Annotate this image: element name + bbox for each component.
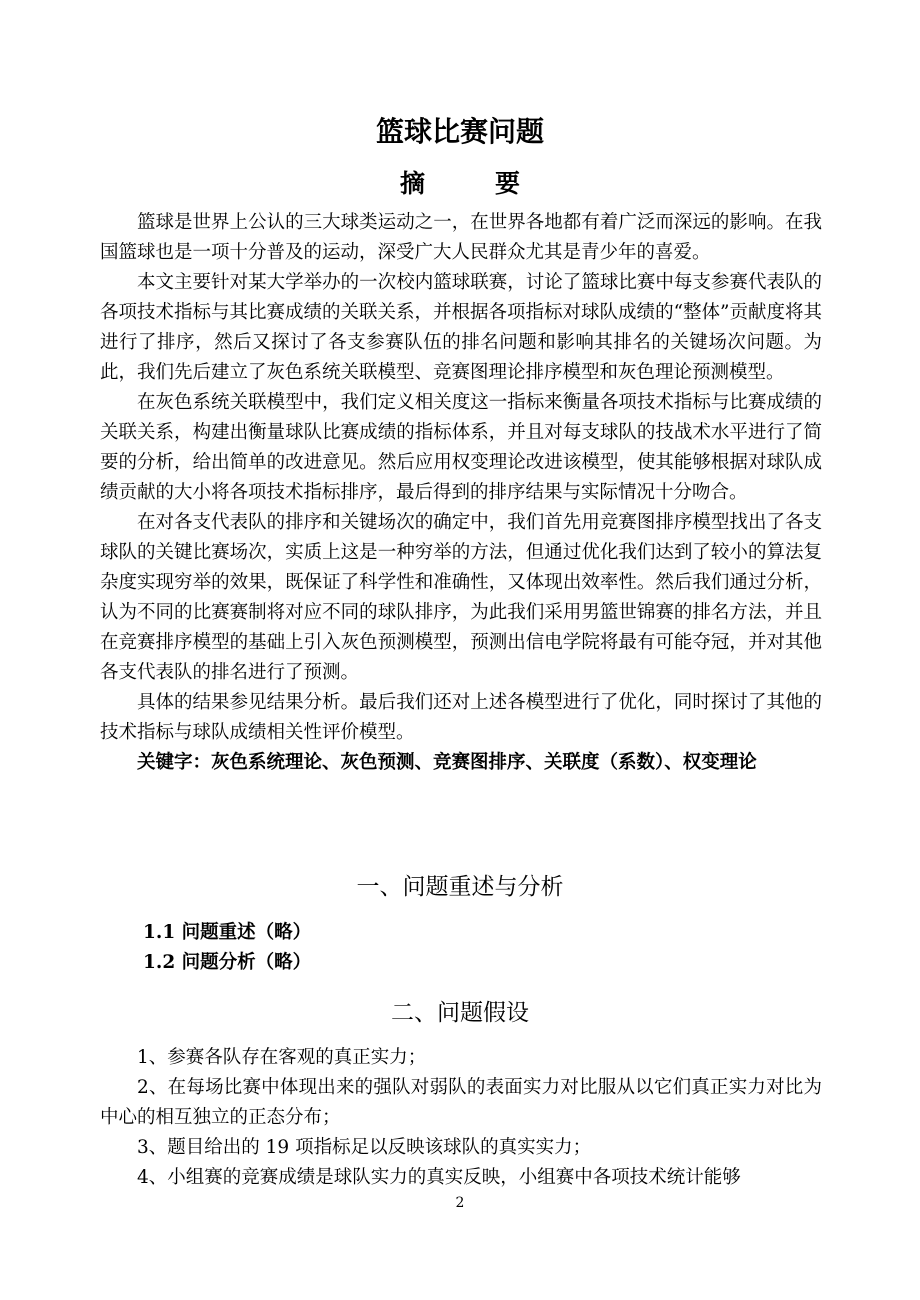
assumption-item: 4、小组赛的竞赛成绩是球队实力的真实反映，小组赛中各项技术统计能够 <box>137 1167 741 1188</box>
subsection-list <box>143 918 823 978</box>
section-heading-2: 二、问题假设 <box>391 1000 529 1026</box>
abstract-paragraph: 具体的结果参见结果分析。最后我们还对上述各模型进行了优化，同时探讨了其他的技术指标与球队成绩相关性评价模型。 <box>100 692 822 743</box>
abstract-heading-char-2: 要 <box>495 169 521 198</box>
abstract-paragraph: 在灰色系统关联模型中，我们定义相关度这一指标来衡量各项技术指标与比赛成绩的关联关系，构建出衡量球队比赛成绩的指标体系，并且对每支球队的技战术水平进行了简要的分析，给出简单的改进意见。然后应用权变理论改进该模型，使其能够根据对球队成绩贡献的大小将各项技术指标排序，最后得到的排序结果与实际情况十分吻合。 <box>100 392 822 503</box>
abstract-heading-char-1: 摘 <box>399 169 425 198</box>
subsection-title: 1.1 问题重述（略） <box>143 922 312 943</box>
abstract-paragraph: 本文主要针对某大学举办的一次校内篮球联赛，讨论了篮球比赛中每支参赛代表队的各项技术指标与其比赛成绩的关联关系，并根据各项指标对球队成绩的“整体”贡献度将其进行了排序，然后又探讨了各支参赛队伍的排名问题和影响其排名的关键场次问题。为此，我们先后建立了灰色系统关联模型、竞赛图理论排序模型和灰色理论预测模型。 <box>100 272 822 383</box>
assumption-item: 2、在每场比赛中体现出来的强队对弱队的表面实力对比服从以它们真正实力对比为中心的相互独立的正态分布； <box>100 1077 822 1128</box>
page-number: 2 <box>455 1195 465 1211</box>
document-title: 篮球比赛问题 <box>375 115 544 148</box>
abstract-paragraph: 篮球是世界上公认的三大球类运动之一，在世界各地都有着广泛而深远的影响。在我国篮球也是一项十分普及的运动，深受广大人民群众尤其是青少年的喜爱。 <box>100 212 822 263</box>
assumption-list <box>100 1043 822 1193</box>
assumption-item: 1、参赛各队存在客观的真正实力； <box>137 1047 427 1068</box>
abstract-paragraph: 在对各支代表队的排序和关键场次的确定中，我们首先用竞赛图排序模型找出了各支球队的关键比赛场次，实质上这是一种穷举的方法，但通过优化我们达到了较小的算法复杂度实现穷举的效果，既保证了科学性和准确性，又体现出效率性。然后我们通过分析，认为不同的比赛赛制将对应不同的球队排序，为此我们采用男篮世锦赛的排名方法，并且在竞赛排序模型的基础上引入灰色预测模型，预测出信电学院将最有可能夺冠，并对其他各支代表队的排名进行了预测。 <box>100 512 822 683</box>
abstract-heading <box>0 166 920 202</box>
assumption-item: 3、题目给出的 19 项指标足以反映该球队的真实实力； <box>137 1137 592 1158</box>
subsection-title: 1.2 问题分析（略） <box>143 952 312 973</box>
section-heading-1: 一、问题重述与分析 <box>356 874 564 900</box>
abstract-body <box>100 208 822 778</box>
keywords: 关键字：灰色系统理论、灰色预测、竞赛图排序、关联度（系数）、权变理论 <box>137 752 757 773</box>
